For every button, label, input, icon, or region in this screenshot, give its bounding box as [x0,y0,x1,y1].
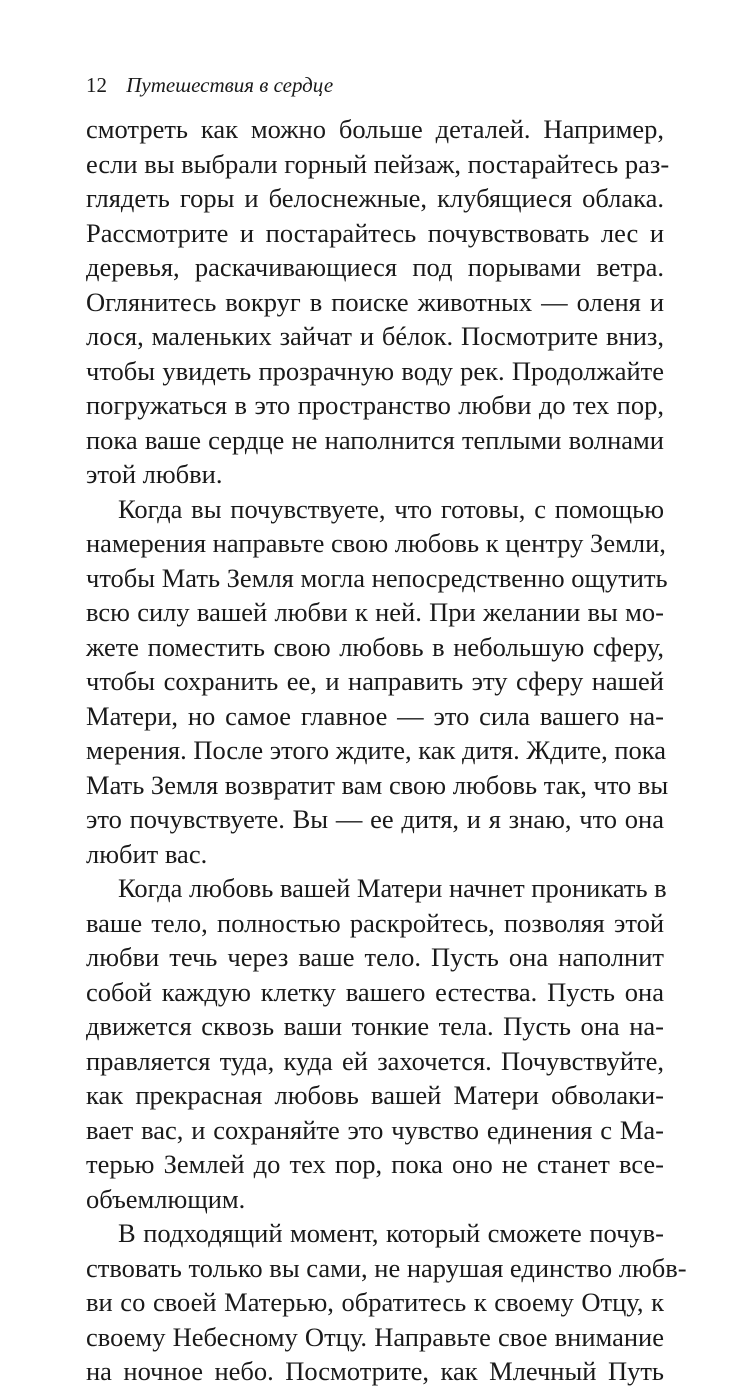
book-title: Путешествия в сердце [126,73,334,97]
text-line: Когда вы почувствуете, что готовы, с помощью [118,493,664,524]
text-line: Рассмотрите и постарайтесь почувствовать лес и [86,217,664,248]
text-line: В подходящий момент, который сможете почув- [118,1218,664,1248]
text-line: любви течь через ваше тело. Пусть она наполнит [86,942,664,972]
text-line: ствовать только вы сами, не нарушая единство любв- [86,1252,687,1283]
text-line: правляется туда, куда ей захочется. Почувствуйте, [86,1045,664,1076]
text-line: чтобы Мать Земля могла непосредственно ощутить [86,562,668,593]
text-line: Мать Земля возвратит вам свою любовь так, что вы [86,769,669,800]
text-line: смотреть как можно больше деталей. Например, [86,114,664,144]
text-line: чтобы увидеть прозрачную воду рек. Продолжайте [86,355,664,386]
text-line: собой каждую клетку вашего естества. Пусть она [86,976,664,1007]
text-line: терью Землей до тех пор, пока оно не станет все- [86,1149,664,1179]
paragraph [86,112,670,492]
running-head [86,70,664,100]
paragraph [86,1216,687,1389]
text-line: всю силу вашей любви к ней. При желании вы мо- [86,597,664,627]
text-line: Когда любовь вашей Матери начнет проникать в [118,873,667,903]
text-line: как прекрасная любовь вашей Матери обволаки- [86,1080,664,1110]
text-line: Матери, но самое главное — это сила вашего на- [86,700,664,731]
text-line: этой любви. [86,459,223,489]
text-line: вает вас, и сохраняйте это чувство единения с Ма- [86,1114,664,1145]
text-line: своему Небесному Отцу. Направьте свое внимание [86,1321,664,1352]
text-line: любит вас. [86,838,208,869]
page-number: 12 [86,73,107,97]
text-line: если вы выбрали горный пейзаж, постарайтесь раз- [86,148,670,179]
text-line: пока ваше сердце не наполнится теплыми волнами [86,424,664,455]
text-line: ваше тело, полностью раскройтесь, позволяя этой [86,907,664,938]
text-line: на ночное небо. Посмотрите, как Млечный Путь [86,1356,664,1386]
text-line: чтобы сохранить ее, и направить эту сферу нашей [86,666,664,696]
book-page [86,70,687,1389]
text-line: жете поместить свою любовь в небольшую сферу, [86,631,664,662]
text-line: деревья, раскачивающиеся под порывами ветра. [86,252,664,282]
text-line: глядеть горы и белоснежные, клубящиеся облака. [86,183,664,213]
paragraph [86,871,667,1216]
text-line: мерения. После этого ждите, как дитя. Ждите, пока [86,735,667,765]
text-line: лося, маленьких зайчат и бéлок. Посмотрите вниз, [86,321,664,351]
text-line: это почувствуете. Вы — ее дитя, и я знаю, что она [86,804,664,834]
text-line: объемлющим. [86,1183,246,1214]
text-line: Оглянитесь вокруг в поиске животных — оленя и [86,286,664,317]
paragraph [86,492,669,872]
text-line: намерения направьте свою любовь к центру Земли, [86,528,666,558]
text-line: движется сквозь ваши тонкие тела. Пусть она на- [86,1011,664,1041]
body-text [86,112,687,1389]
text-line: ви со своей Матерью, обратитесь к своему Отцу, к [86,1287,664,1317]
text-line: погружаться в это пространство любви до тех пор, [86,390,664,420]
